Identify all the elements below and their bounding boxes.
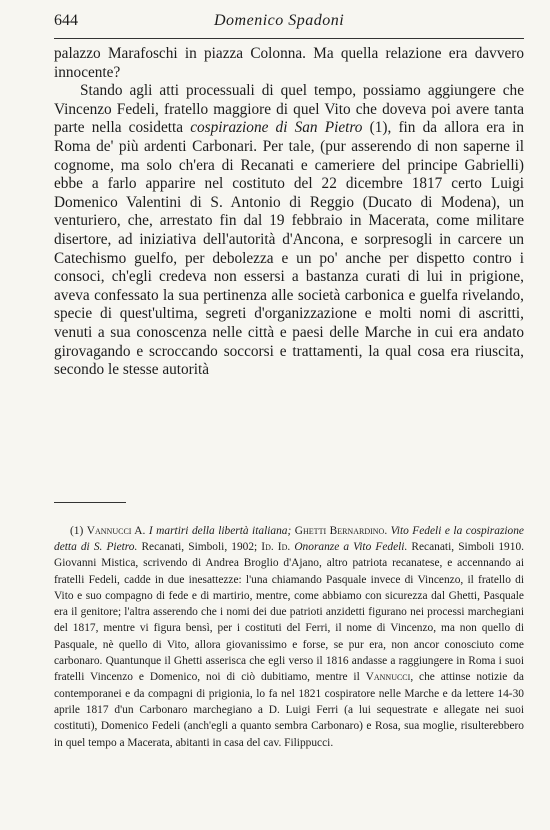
text-run: , che attinse notizie da contemporanei e da compagni di prigionia, lo fa nel 1821 cospiratore nelle Marche e da lettere 14-30 aprile 1817 d'un Carbonaro marchegiano a D. Luigi Ferri (a lui sequestrate e allegate nei suoi costituti), Domenico Fedeli (anch'egli a quanto sembra Carbonaro) e Rosa, sua moglie, risulterebbero in quel tempo a Macerata, abitanti in casa del cav. Filippucci. [54,671,524,749]
main-text [54,45,524,380]
page-header [54,12,524,39]
text-run: Stando agli atti processuali di quel tempo, possiamo aggiungere che Vincenzo Fedeli, fratello maggiore di quel Vito che doveva poi avere tanta parte nella cosidetta [54,82,524,137]
running-title: Domenico Spadoni [214,12,345,29]
small-caps-run: Vannucci [365,671,411,684]
text-run: Recanati, Simboli 1910. Giovanni Mistica, scrivendo di Andrea Broglio d'Ajano, altro patriota recanatese, e accennando ai fratelli Fedeli, cadde in due inesattezze: l'una chiamando Pasquale invece di Vincenzo, il fratello di Vito e suo compagno di fede e di martirio, mentre, come abbiamo con sicurezza dal Ghetti, Pasquale era il genitore; l'altra asserendo che i nomi dei due patrioti anzidetti figurano nei processi marchegiani del 1817, mentre vi figura bensì, per i costituti del Ferri, il nome di Vincenzo, ma non quello di Pasquale, nè quello di Vito, allora giovanissimo e forse, se pur era, non ancor conosciuto come carbonaro. Quantunque il Ghetti asserisca che egli verso il 1816 andasse a raggiungere in Roma i suoi fratelli Vincenzo e Domenico, noi di ciò dubitiamo, mentre il [54,540,524,684]
paragraph-continuation: palazzo Marafoschi in piazza Colonna. Ma quella relazione era davvero innocente? [54,45,524,81]
italic-run: Onoranze a Vito Fedeli. [294,540,408,553]
footnotes [54,523,524,751]
footnote-separator [54,502,126,503]
small-caps-run: Vannucci A. [86,524,146,537]
paragraph-main [54,82,524,380]
text-run: (1), fin da allora era in Roma de' più ardenti Carbonari. Per tale, (pur asserendo di non saperne il cognome, ma solo ch'era di Recanati e cameriere del principe Gabrielli) ebbe a farlo apparire nel costituto del 22 dicembre 1817 certo Luigi Domenico Valentini di S. Antonio di Reggio (Ducato di Modena), un venturiero, che, arrestato fin dal 19 febbraio in Macerata, come militare disertore, ad iniziativa dell'autorità d'Ancona, e sorpresogli in carcere un Catechismo guelfo, per debolezza e un po' anche per dispetto contro i consoci, ch'egli credeva non essersi a bastanza curati di lui in prigione, aveva confessato la sua pertinenza alle società carbonica e guelfa rivelando, specie di quest'ultima, segreti d'organizzazione e molti nomi di ascritti, venuti a sua conoscenza nelle città e paesi delle Marche in cui era andato girovagando e scroccando soccorsi e trattamenti, la qual cosa era riuscita, secondo le stesse autorità [54,119,524,379]
page-number: 644 [54,12,78,29]
italic-run: I martiri della libertà italiana; [148,524,292,537]
italic-run: Vito Fedeli e la cospirazione detta di S. Pietro. [54,524,524,553]
text-run: Recanati, Simboli, 1902; [137,540,262,553]
footnote-1 [54,523,524,751]
small-caps-run: Ghetti Bernardino. [294,524,388,537]
italic-run: cospirazione di San Pietro [190,119,363,137]
text-run: (1) [70,524,87,537]
small-caps-run: Id. Id. [261,540,291,553]
